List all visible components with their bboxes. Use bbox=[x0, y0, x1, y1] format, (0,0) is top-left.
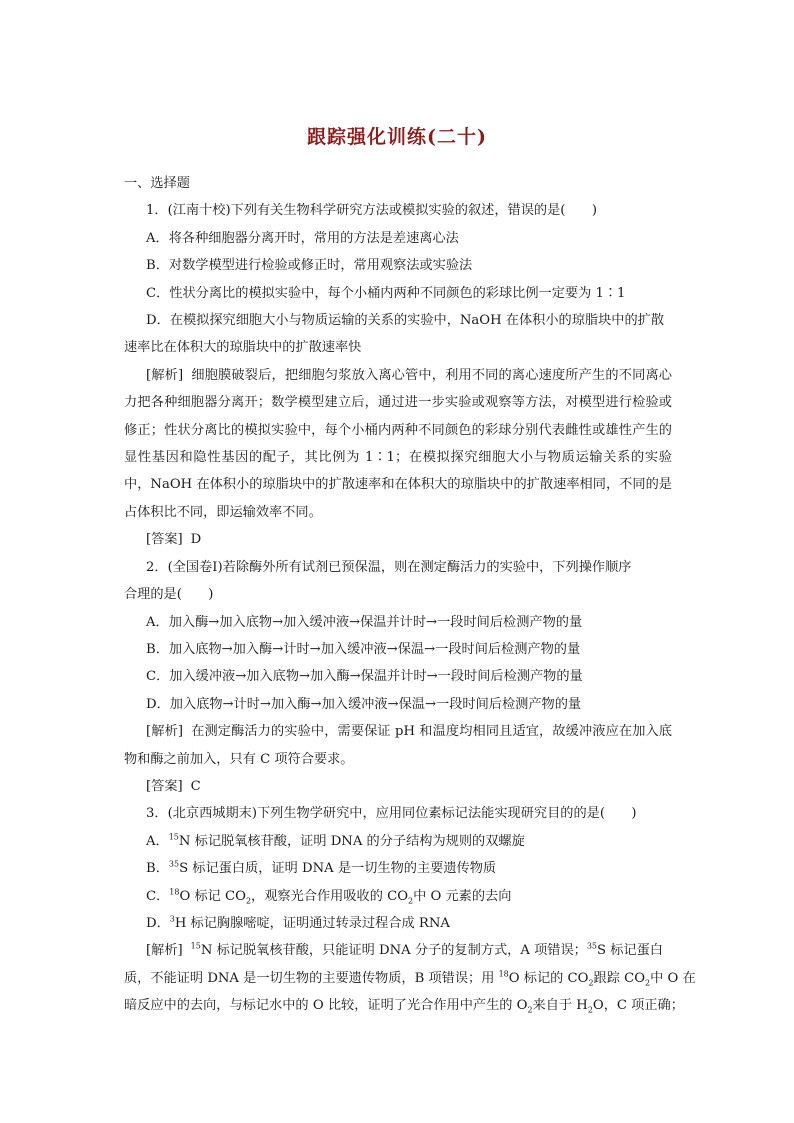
q3-stem: 3．(北京西城期末)下列生物学研究中，应用同位素标记法能实现研究目的的是( ) bbox=[146, 806, 637, 822]
isotope-mass: 35 bbox=[168, 859, 180, 869]
analysis-text: S 标记蛋白 bbox=[597, 943, 663, 959]
option-text: ，观察光合作用吸收的 CO bbox=[251, 888, 409, 904]
q1-analysis-text: 细胞膜破裂后，把细胞匀浆放入离心管中，利用不同的离心速度所产生的不同离心力把各种细胞器分离开；数学模型建立后，通过进一步实验或观察等方法，对模型进行检验或修正；性状分离比的模拟实验中，每个小桶内两种不同颜色的彩球分别代表雌性或雄性产生的显性基因和隐性基因的配子，其比例为 1∶1；在模拟探究细胞大小与物质运输关系的实验中，NaOH 在体积小的琼脂块中的扩散速率和在体积大的琼脂块中的扩散速率相同，不同的是占体积比不同，即运输效率不同。 bbox=[124, 367, 672, 520]
option-text: 中 O 元素的去向 bbox=[413, 888, 512, 904]
q1-stem: 1．(江南十校)下列有关生物科学研究方法或模拟实验的叙述，错误的是( ) bbox=[146, 203, 597, 219]
option-letter: B． bbox=[146, 861, 169, 877]
analysis-tag: [解析] bbox=[146, 943, 183, 959]
q1-option-a: A．将各种细胞器分离开时，常用的方法是差速离心法 bbox=[146, 230, 459, 246]
option-text: S 标记蛋白质，证明 DNA 是一切生物的主要遗传物质 bbox=[179, 861, 497, 877]
option-text: O 标记 CO bbox=[179, 888, 246, 904]
q2-analysis bbox=[124, 718, 672, 773]
q2-option-a: A．加入酶→加入底物→加入缓冲液→保温并计时→一段时间后检测产物的量 bbox=[146, 614, 583, 630]
q1-answer-value: D bbox=[190, 532, 202, 548]
option-letter: C． bbox=[146, 888, 170, 904]
q2-option-c: C．加入缓冲液→加入底物→加入酶→保温并计时→一段时间后检测产物的量 bbox=[146, 669, 583, 685]
analysis-tag: [解析] bbox=[146, 367, 184, 383]
q2-stem-line2: 合理的是( ) bbox=[124, 587, 214, 603]
analysis-text: O，C 项正确； bbox=[592, 998, 684, 1014]
q2-stem-line1: 2．(全国卷Ⅰ)若除酶外所有试剂已预保温，则在测定酶活力的实验中，下列操作顺序 bbox=[146, 559, 632, 575]
q3-option-d bbox=[124, 910, 672, 937]
page-title: 跟踪强化训练(二十) bbox=[307, 126, 487, 148]
isotope-mass: 18 bbox=[498, 969, 509, 979]
section-heading: 一、选择题 bbox=[124, 176, 190, 191]
q1-analysis bbox=[124, 362, 672, 526]
q2-analysis-text: 在测定酶活力的实验中，需要保证 pH 和温度均相同且适宜，故缓冲液应在加入底物和酶之前加入，只有 C 项符合要求。 bbox=[124, 724, 672, 767]
q2-answer bbox=[124, 773, 672, 800]
q1-option-d-line2: 速率比在体积大的琼脂块中的扩散速率快 bbox=[124, 340, 362, 356]
answer-tag: [答案] bbox=[146, 532, 183, 548]
isotope-mass: 3 bbox=[169, 914, 175, 924]
analysis-text: 来自于 H bbox=[532, 998, 588, 1014]
q1-option-b: B．对数学模型进行检验或修正时，常用观察法或实验法 bbox=[146, 258, 473, 274]
q3-option-a bbox=[124, 828, 672, 855]
q3-option-c bbox=[124, 883, 672, 910]
q3-analysis-line3 bbox=[124, 992, 684, 1019]
subscript: 2 bbox=[408, 896, 414, 906]
q2-answer-value: C bbox=[190, 778, 201, 794]
subscript: 2 bbox=[588, 978, 594, 988]
isotope-mass: 15 bbox=[190, 941, 201, 951]
analysis-text: 质，不能证明 DNA 是一切生物的主要遗传物质，B 项错误；用 bbox=[124, 970, 499, 986]
subscript: 2 bbox=[245, 896, 252, 906]
q2-option-d: D．加入底物→计时→加入酶→加入缓冲液→保温→一段时间后检测产物的量 bbox=[146, 696, 582, 712]
q2-option-b: B．加入底物→加入酶→计时→加入缓冲液→保温→一段时间后检测产物的量 bbox=[146, 641, 581, 657]
subscript: 2 bbox=[587, 1005, 593, 1015]
analysis-text: 中 O 在 bbox=[650, 970, 696, 986]
analysis-text: N 标记脱氧核苷酸，只能证明 DNA 分子的复制方式，A 项错误； bbox=[200, 943, 587, 959]
option-letter: A． bbox=[146, 833, 169, 849]
option-letter: D． bbox=[146, 915, 170, 931]
answer-tag: [答案] bbox=[146, 778, 183, 794]
isotope-mass: 18 bbox=[169, 887, 180, 897]
analysis-text: 暗反应中的去向，与标记水中的 O 比较，证明了光合作用中产生的 O bbox=[124, 998, 528, 1014]
isotope-mass: 35 bbox=[586, 941, 598, 951]
analysis-text: O 标记的 CO bbox=[508, 970, 589, 986]
option-text: H 标记胸腺嘧啶，证明通过转录过程合成 RNA bbox=[174, 915, 450, 931]
subscript: 2 bbox=[527, 1005, 533, 1015]
subscript: 2 bbox=[645, 978, 651, 988]
q3-option-b bbox=[124, 855, 672, 882]
q3-analysis-line2 bbox=[124, 965, 696, 992]
analysis-tag: [解析] bbox=[146, 724, 184, 740]
analysis-text: 跟踪 CO bbox=[593, 970, 646, 986]
option-text: N 标记脱氧核苷酸，证明 DNA 的分子结构为规则的双螺旋 bbox=[178, 833, 525, 849]
isotope-mass: 15 bbox=[168, 832, 179, 842]
q1-option-d-line1: D．在模拟探究细胞大小与物质运输的关系的实验中，NaOH 在体积小的琼脂块中的扩散 bbox=[146, 313, 665, 329]
q3-analysis-line1 bbox=[124, 937, 672, 964]
q1-option-c: C．性状分离比的模拟实验中，每个小桶内两种不同颜色的彩球比例一定要为 1∶1 bbox=[146, 285, 626, 301]
document-body bbox=[124, 170, 696, 1020]
q1-answer bbox=[124, 526, 672, 553]
